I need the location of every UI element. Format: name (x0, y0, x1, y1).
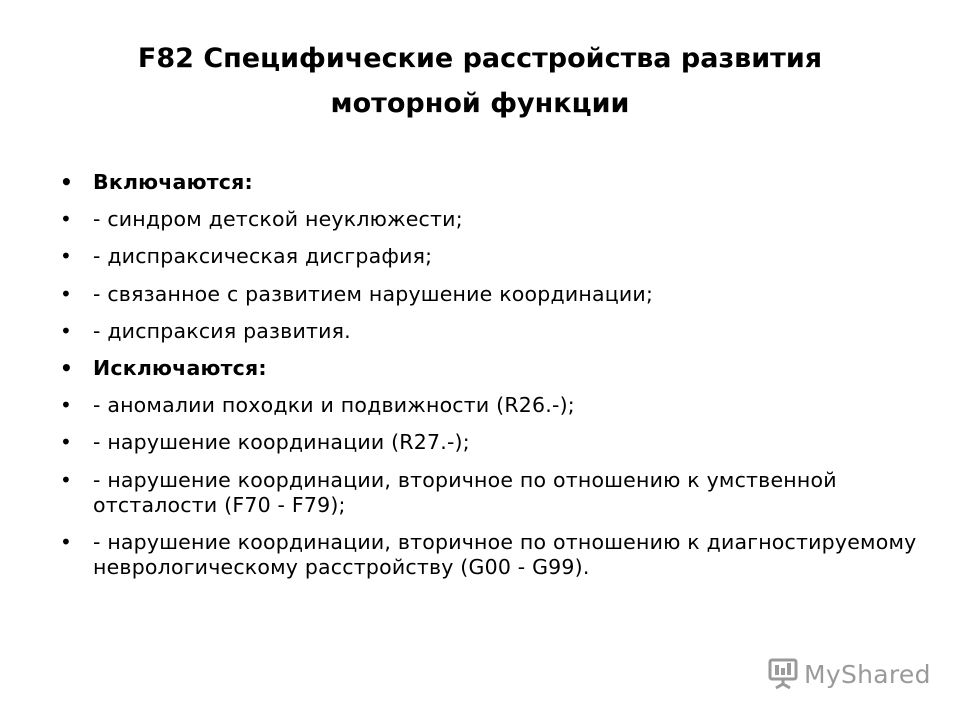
list-item (60, 356, 920, 381)
list-item (60, 207, 920, 232)
slide-title: F82 Специфические расстройства развития моторной функции (137, 43, 823, 119)
list-item (60, 244, 920, 269)
list-item (60, 468, 920, 518)
bullet-icon: • (60, 207, 72, 232)
bullet-list (60, 170, 920, 592)
bullet-icon: • (60, 355, 73, 380)
list-item-text: - синдром детской неуклюжести; (93, 207, 463, 232)
bullet-icon: • (60, 393, 72, 418)
bullet-icon: • (60, 281, 72, 306)
list-item (60, 530, 920, 580)
list-item-text: - аномалии походки и подвижности (R26.-); (93, 393, 575, 418)
list-item-text: - нарушение координации, вторичное по отношению к диагностируемому неврологическому расстройству (G00 - G99). (93, 529, 917, 579)
bullet-icon: • (60, 430, 72, 455)
bullet-icon: • (60, 170, 73, 194)
list-item-text: - диспраксия развития. (93, 318, 351, 343)
list-item (60, 393, 920, 418)
list-item (60, 282, 920, 307)
presentation-board-icon (766, 657, 800, 691)
list-item-text: Включаются: (93, 170, 253, 194)
list-item (60, 319, 920, 344)
list-item-text: - нарушение координации (R27.-); (93, 430, 470, 455)
list-item-text: Исключаются: (93, 355, 267, 380)
watermark-text: MyShared (804, 659, 931, 689)
list-item-text: - нарушение координации, вторичное по отношению к умственной отсталости (F70 - F79); (93, 467, 837, 517)
bullet-icon: • (60, 467, 72, 492)
list-item-text: - связанное с развитием нарушение координации; (93, 281, 654, 306)
bullet-icon: • (60, 529, 72, 554)
bullet-icon: • (60, 244, 72, 269)
bullet-icon: • (60, 318, 72, 343)
list-item-text: - диспраксическая дисграфия; (93, 244, 433, 269)
list-item (60, 170, 920, 195)
list-item (60, 430, 920, 455)
watermark-logo (766, 654, 931, 694)
